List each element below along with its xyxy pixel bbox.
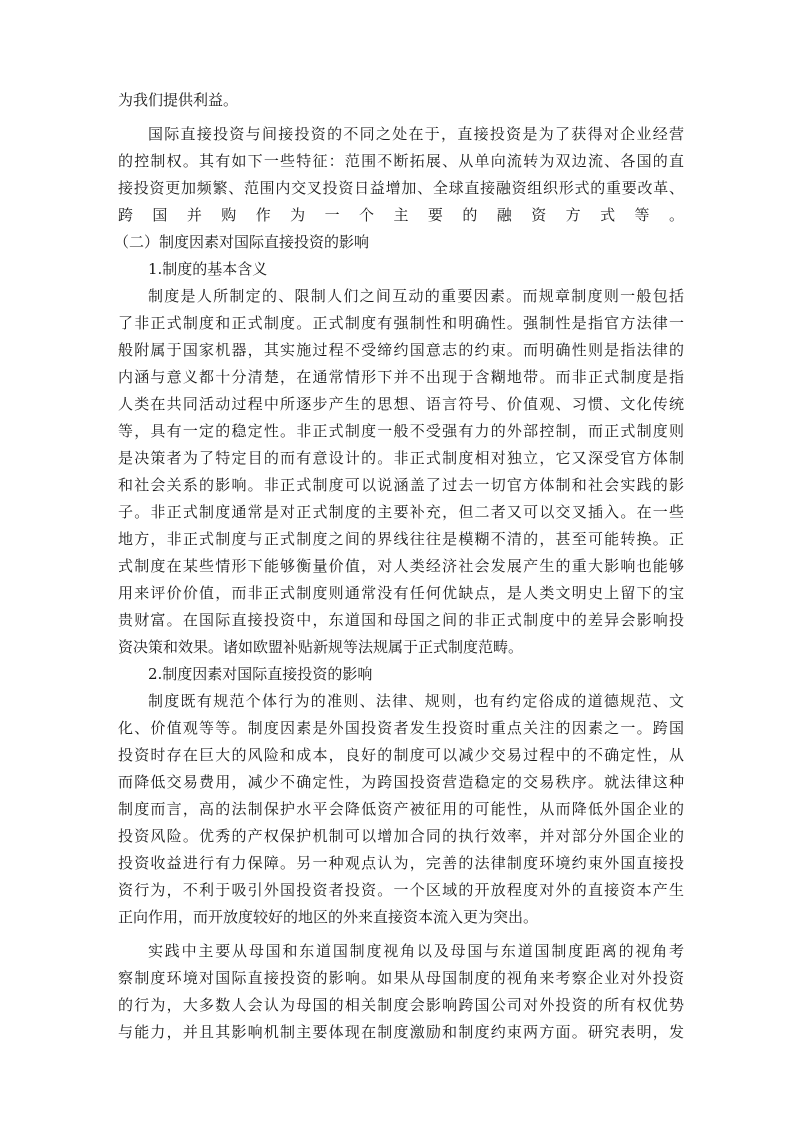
paragraph-line: 跨国并购作为一个主要的融资方式等。 — [118, 206, 684, 224]
paragraph-line: 制度而言，高的法制保护水平会降低资产被征用的可能性，从而降低外国企业的 — [118, 800, 684, 818]
paragraph-line: 制度既有规范个体行为的准则、法律、规则，也有约定俗成的道德规范、文 — [148, 692, 684, 710]
paragraph-line: 与能力，并且其影响机制主要体现在制度激励和制度约束两方面。研究表明，发 — [118, 1023, 684, 1041]
paragraph-line: 为我们提供利益。 — [118, 91, 239, 109]
paragraph-line: 资决策和效果。诸如欧盟补贴新规等法规属于正式制度范畴。 — [118, 638, 524, 656]
paragraph-line: 是决策者为了特定目的而有意设计的。非正式制度相对独立，它又深受官方体制 — [118, 449, 684, 467]
paragraph-line: 贵财富。在国际直接投资中，东道国和母国之间的非正式制度中的差异会影响投 — [118, 611, 684, 629]
paragraph-line: 的控制权。其有如下一些特征：范围不断拓展、从单向流转为双边流、各国的直 — [118, 152, 684, 170]
paragraph-line: 等，具有一定的稳定性。非正式制度一般不受强有力的外部控制，而正式制度则 — [118, 422, 684, 440]
paragraph-line: 用来评价价值，而非正式制度则通常没有任何优缺点，是人类文明史上留下的宝 — [118, 584, 684, 602]
paragraph-line: 般附属于国家机器，其实施过程不受缔约国意志的约束。而明确性则是指法律的 — [118, 341, 684, 359]
paragraph-line: 正向作用，而开放度较好的地区的外来直接资本流入更为突出。 — [118, 908, 539, 926]
paragraph-line: 和社会关系的影响。非正式制度可以说涵盖了过去一切官方体制和社会实践的影 — [118, 476, 684, 494]
paragraph-line: 投资风险。优秀的产权保护机制可以增加合同的执行效率，并对部分外国企业的 — [118, 827, 684, 845]
paragraph-line: 察制度环境对国际直接投资的影响。如果从母国制度的视角来考察企业对外投资 — [118, 969, 684, 987]
paragraph-line: 资行为，不利于吸引外国投资者投资。一个区域的开放程度对外的直接资本产生 — [118, 881, 684, 899]
paragraph-line: 国际直接投资与间接投资的不同之处在于，直接投资是为了获得对企业经营 — [148, 125, 684, 143]
subsection-heading: 1.制度的基本含义 — [148, 260, 268, 278]
paragraph-line: 实践中主要从母国和东道国制度视角以及母国与东道国制度距离的视角考 — [148, 942, 684, 960]
paragraph-line: 地方，非正式制度与正式制度之间的界线往往是模糊不清的，甚至可能转换。正 — [118, 530, 684, 548]
paragraph-line: 化、价值观等等。制度因素是外国投资者发生投资时重点关注的因素之一。跨国 — [118, 719, 684, 737]
subsection-heading: 2.制度因素对国际直接投资的影响 — [148, 665, 373, 683]
paragraph-line: 人类在共同活动过程中所逐步产生的思想、语言符号、价值观、习惯、文化传统 — [118, 395, 684, 413]
paragraph-line: 了非正式制度和正式制度。正式制度有强制性和明确性。强制性是指官方法律一 — [118, 314, 684, 332]
paragraph-line: 接投资更加频繁、范围内交叉投资日益增加、全球直接融资组织形式的重要改革、 — [118, 179, 684, 197]
paragraph-line: 内涵与意义都十分清楚，在通常情形下并不出现于含糊地带。而非正式制度是指 — [118, 368, 684, 386]
paragraph-line: 式制度在某些情形下能够衡量价值，对人类经济社会发展产生的重大影响也能够 — [118, 557, 684, 575]
paragraph-line: 的行为，大多数人会认为母国的相关制度会影响跨国公司对外投资的所有权优势 — [118, 996, 684, 1014]
paragraph-line: 投资收益进行有力保障。另一种观点认为，完善的法律制度环境约束外国直接投 — [118, 854, 684, 872]
paragraph-line: 子。非正式制度通常是对正式制度的主要补充，但二者又可以交叉插入。在一些 — [118, 503, 684, 521]
paragraph-line: 制度是人所制定的、限制人们之间互动的重要因素。而规章制度则一般包括 — [148, 287, 684, 305]
paragraph-line: 而降低交易费用，减少不确定性，为跨国投资营造稳定的交易秩序。就法律这种 — [118, 773, 684, 791]
section-heading: （二）制度因素对国际直接投资的影响 — [114, 233, 370, 251]
paragraph-line: 投资时存在巨大的风险和成本，良好的制度可以减少交易过程中的不确定性，从 — [118, 746, 684, 764]
